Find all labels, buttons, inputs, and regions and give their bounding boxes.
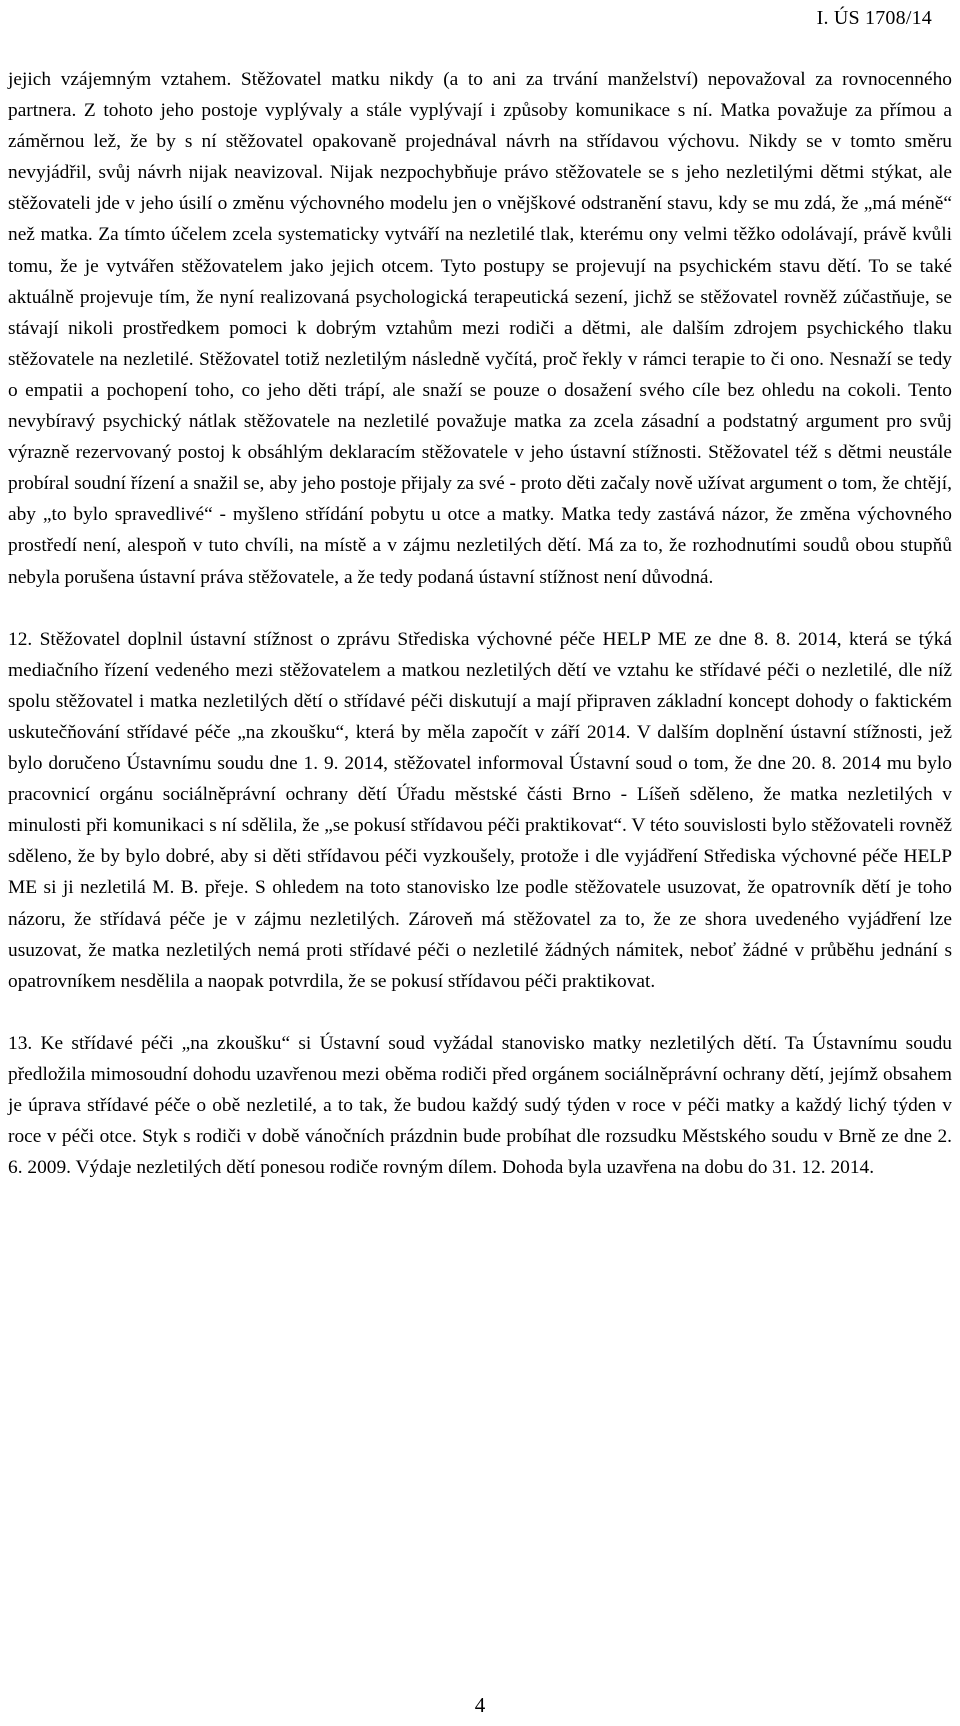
paragraph-continuation: jejich vzájemným vztahem. Stěžovatel matku nikdy (a to ani za trvání manželství) nepovažoval za rovnocenného partnera. Z tohoto jeho postoje vyplývaly a stále vyplývají i způsoby komunikace s ní. Matka považuje za přímou a záměrnou lež, že by s ní stěžovatel opakovaně projednával návrh na střídavou výchovu. Nikdy se v tomto směru nevyjádřil, svůj návrh nijak neavizoval. Nijak nezpochybňuje právo stěžovatele se s jeho nezletilými dětmi stýkat, ale stěžovateli jde v jeho úsilí o změnu výchovného modelu jen o vnějškové odstranění stavu, kdy se mu zdá, že „má méně“ než matka. Za tímto účelem zcela systematicky vytváří na nezletilé tlak, kterému ony velmi těžko odolávají, právě kvůli tomu, že je vytvářen stěžovatelem jako jejich otcem. Tyto postupy se projevují na psychickém stavu dětí. To se také aktuálně projevuje tím, že nyní realizovaná psychologická terapeutická sezení, jichž se stěžovatel rovněž zúčastňuje, se stávají nikoli prostředkem pomoci k dobrým vztahům mezi rodiči a dětmi, ale dalším zdrojem psychického tlaku stěžovatele na nezletilé. Stěžovatel totiž nezletilým následně vyčítá, proč řekly v rámci terapie to či ono. Nesnaží se tedy o empatii a pochopení toho, co jeho děti trápí, ale snaží se pouze o dosažení svého cíle bez ohledu na cokoli. Tento nevybíravý psychický nátlak stěžovatele na nezletilé považuje matka za zcela zásadní a podstatný argument pro svůj výrazně rezervovaný postoj k obsáhlým deklaracím stěžovatele v jeho ústavní stížnosti. Stěžovatel též s dětmi neustále probíral soudní řízení a snažil se, aby jeho postoje přijaly za své - proto děti začaly nově užívat argument o tom, že chtějí, aby „to bylo spravedlivé“ - myšleno střídání pobytu u otce a matky. Matka tedy zastává názor, že změna výchovného prostředí není, alespoň v tuto chvíli, na místě a v zájmu nezletilých dětí. Má za to, že rozhodnutími soudů obou stupňů nebyla porušena ústavní práva stěžovatele, a že tedy podaná ústavní stížnost není důvodná. (8, 69, 952, 588)
document-body (8, 64, 952, 1183)
case-number-header: I. ÚS 1708/14 (816, 7, 932, 29)
page-number: 4 (474, 1693, 486, 1717)
paragraph-13: 13. Ke střídavé péči „na zkoušku“ si Ústavní soud vyžádal stanovisko matky nezletilých dětí. Ta Ústavnímu soudu předložila mimosoudní dohodu uzavřenou mezi oběma rodiči před orgánem sociálněprávní ochrany dětí, jejímž obsahem je úprava střídavé péče o obě nezletilé, a to tak, že budou každý sudý týden v roce v péči matky a každý lichý týden v roce v péči otce. Styk s rodiči v době vánočních prázdnin bude probíhat dle rozsudku Městského soudu v Brně ze dne 2. 6. 2009. Výdaje nezletilých dětí ponesou rodiče rovným dílem. Dohoda byla uzavřena na dobu do 31. 12. 2014. (8, 1032, 952, 1179)
paragraph-12: 12. Stěžovatel doplnil ústavní stížnost o zprávu Střediska výchovné péče HELP ME ze dne 8. 8. 2014, která se týká mediačního řízení vedeného mezi stěžovatelem a matkou nezletilých dětí ve vztahu ke střídavé péči o nezletilé, dle níž spolu stěžovatel i matka nezletilých dětí o střídavé péči diskutují a mají připraven základní koncept dohody o faktickém uskutečňování střídavé péče „na zkoušku“, která by měla započít v září 2014. V dalším doplnění ústavní stížnosti, jež bylo doručeno Ústavnímu soudu dne 1. 9. 2014, stěžovatel informoval Ústavní soud o tom, že dne 20. 8. 2014 mu bylo pracovnicí orgánu sociálněprávní ochrany dětí Úřadu městské části Brno - Líšeň sděleno, že matka nezletilých v minulosti při komunikaci s ní sdělila, že „se pokusí střídavou péči praktikovat“. V této souvislosti bylo stěžovateli rovněž sděleno, že by bylo dobré, aby si děti střídavou péči vyzkoušely, protože i dle vyjádření Střediska výchovné péče HELP ME si ji nezletilá M. B. přeje. S ohledem na toto stanovisko lze podle stěžovatele usuzovat, že opatrovník dětí je toho názoru, že střídavá péče je v zájmu nezletilých. Zároveň má stěžovatel za to, že ze shora uvedeného vyjádření lze usuzovat, že matka nezletilých nemá proti střídavé péči o nezletilé žádných námitek, neboť žádné v průběhu jednání s opatrovníkem nesdělila a naopak potvrdila, že se pokusí střídavou péči praktikovat. (8, 628, 952, 992)
